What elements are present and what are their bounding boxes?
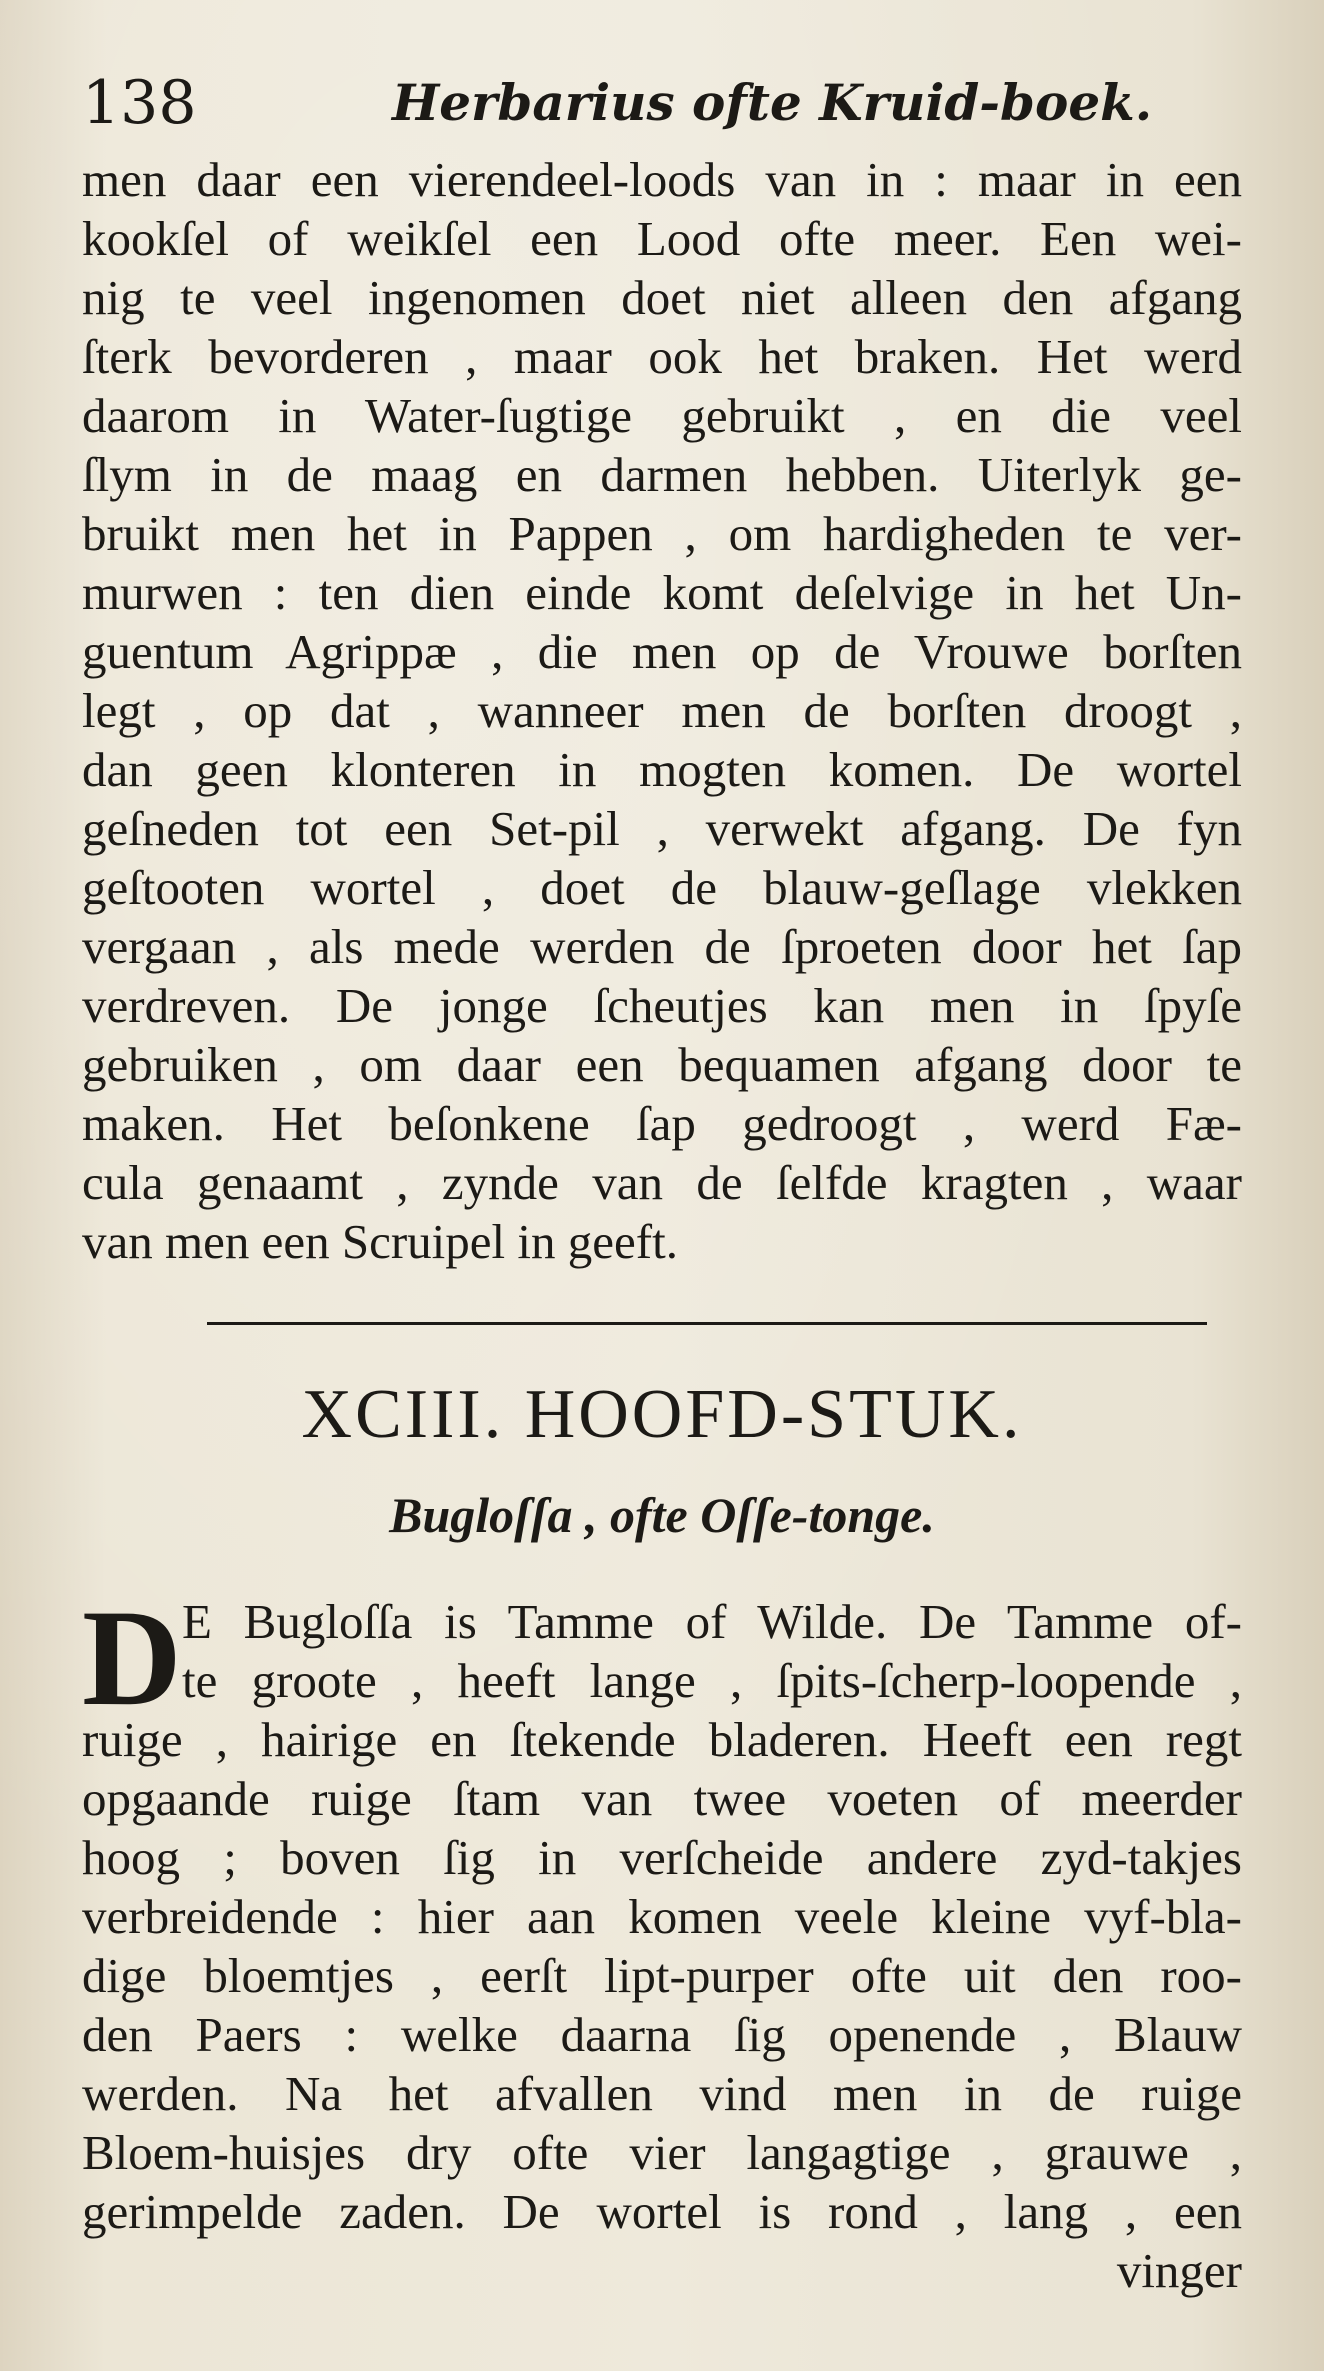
text-line: te groote , heeft lange , ſpits-ſcherp-loopende , (182, 1653, 1242, 1708)
chapter-subtitle: Bugloſſa , ofte Oſſe-tonge. (389, 1487, 935, 1543)
page-number: 138 (82, 68, 197, 138)
text-line: E Bugloſſa is Tamme of Wilde. De Tamme of- (182, 1594, 1242, 1649)
section-divider (207, 1322, 1207, 1325)
text-line: ſterk bevorderen , maar ook het braken. Het werd (82, 329, 1242, 384)
catchword: vinger (1116, 2243, 1242, 2298)
text-line: werden. Na het afvallen vind men in de ruige (82, 2066, 1242, 2121)
text-line: dan geen klonteren in mogten komen. De wortel (82, 742, 1242, 797)
text-line: geſtooten wortel , doet de blauw-geſlage vlekken (82, 860, 1242, 915)
text-line: hoog ; boven ſig in verſcheide andere zyd-takjes (82, 1830, 1242, 1885)
text-line: men daar een vierendeel-loods van in : maar in een (82, 152, 1242, 207)
text-line: gerimpelde zaden. De wortel is rond , lang , een (82, 2184, 1242, 2239)
text-line: cula genaamt , zynde van de ſelfde kragten , waar (82, 1155, 1242, 1210)
text-line: bruikt men het in Pappen , om hardigheden te ver- (82, 506, 1242, 561)
text-line: verbreidende : hier aan komen veele kleine vyf-bla- (82, 1889, 1242, 1944)
text-line: vergaan , als mede werden de ſproeten door het ſap (82, 919, 1242, 974)
text-line: guentum Agrippæ , die men op de Vrouwe borſten (82, 624, 1242, 679)
text-line: nig te veel ingenomen doet niet alleen den afgang (82, 270, 1242, 325)
text-line: Bloem-huisjes dry ofte vier langagtige , grauwe , (82, 2125, 1242, 2180)
chapter-text (82, 1581, 1242, 2300)
text-line: opgaande ruige ſtam van twee voeten of meerder (82, 1771, 1242, 1826)
text-line: verdreven. De jonge ſcheutjes kan men in ſpyſe (82, 978, 1242, 1033)
text-line: ruige , hairige en ſtekende bladeren. Heeft een regt (82, 1712, 1242, 1767)
text-line: gebruiken , om daar een bequamen afgang door te (82, 1037, 1242, 1092)
running-title: Herbarius ofte Kruid-boek. (392, 73, 1153, 132)
text-line: van men een Scruipel in geeft. (82, 1214, 678, 1269)
page-header (82, 68, 1242, 138)
text-line: ſlym in de maag en darmen hebben. Uiterlyk ge- (82, 447, 1242, 502)
text-line: dige bloemtjes , eerſt lipt-purper ofte uit den roo- (82, 1948, 1242, 2003)
text-line: kookſel of weikſel een Lood ofte meer. Een wei- (82, 211, 1242, 266)
text-line: den Paers : welke daarna ſig openende , Blauw (82, 2007, 1242, 2062)
text-line: geſneden tot een Set-pil , verwekt afgang. De fyn (82, 801, 1242, 856)
chapter-heading: XCIII. HOOFD-STUK. (301, 1376, 1023, 1453)
text-line: legt , op dat , wanneer men de borſten droogt , (82, 683, 1242, 738)
text-line: murwen : ten dien einde komt deſelvige in het Un- (82, 565, 1242, 620)
continued-text (82, 150, 1242, 1271)
text-line: daarom in Water-ſugtige gebruikt , en die veel (82, 388, 1242, 443)
text-line: maken. Het beſonkene ſap gedroogt , werd Fæ- (82, 1096, 1242, 1151)
drop-cap: D (82, 1581, 182, 1734)
